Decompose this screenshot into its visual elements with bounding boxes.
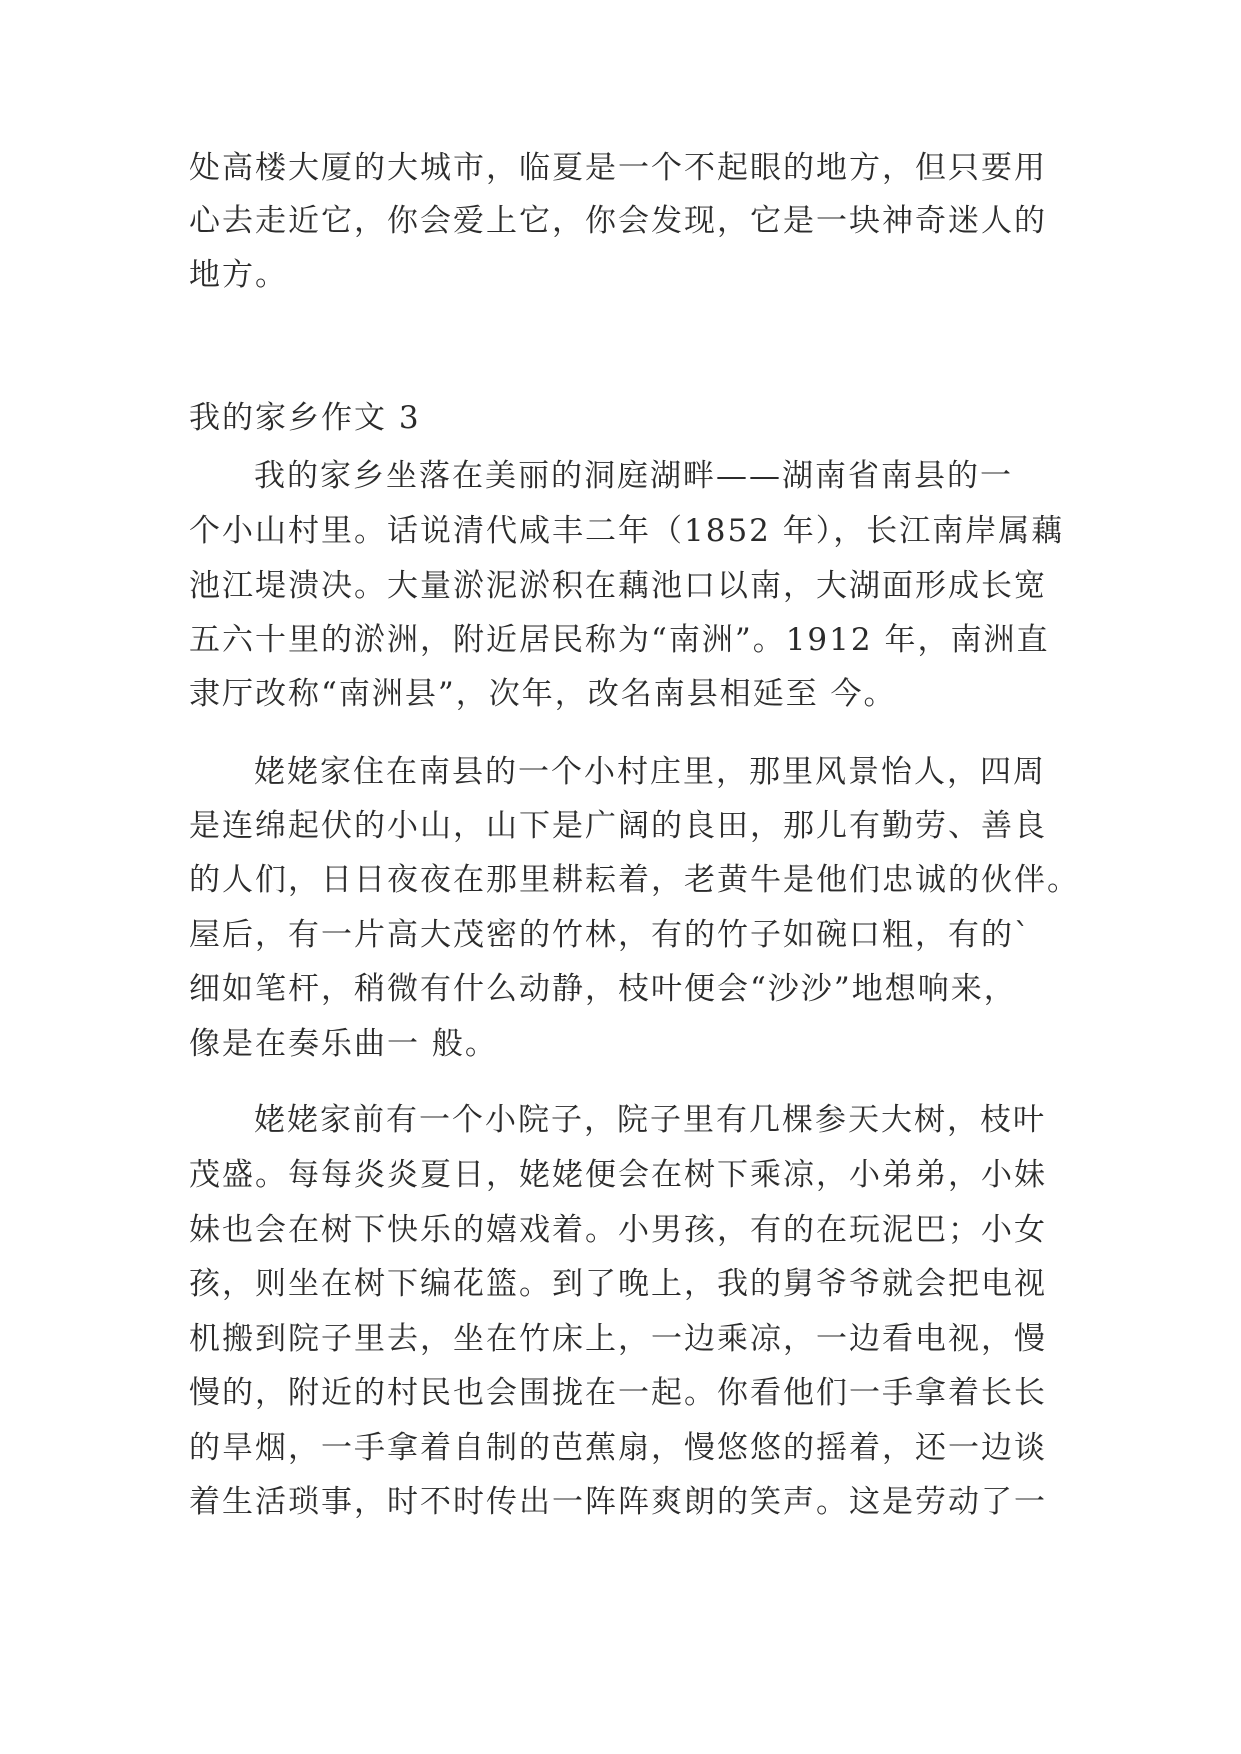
paragraph-line: 我的家乡坐落在美丽的洞庭湖畔——湖南省南县的一 (254, 458, 1013, 494)
paragraph-line: 池江堤溃决。大量淤泥淤积在藕池口以南，大湖面形成长宽 (189, 568, 1047, 604)
paragraph-line: 个小山村里。话说清代咸丰二年（1852 年），长江南岸属藕 (189, 513, 1065, 549)
paragraph-line: 姥姥家前有一个小院子，院子里有几棵参天大树，枝叶 (254, 1102, 1046, 1138)
paragraph-line: 屋后，有一片高大茂密的竹林，有的竹子如碗口粗，有的` (189, 917, 1032, 953)
paragraph-line: 的人们，日日夜夜在那里耕耘着，老黄牛是他们忠诚的伙伴。 (189, 862, 1080, 898)
paragraph-line: 心去走近它，你会爱上它，你会发现，它是一块神奇迷人的 (189, 203, 1047, 239)
paragraph-line: 妹也会在树下快乐的嬉戏着。小男孩，有的在玩泥巴；小女 (189, 1212, 1047, 1248)
section-title: 我的家乡作文 3 (189, 400, 421, 436)
paragraph-line: 像是在奏乐曲一 般。 (189, 1026, 498, 1062)
paragraph-line: 孩，则坐在树下编花篮。到了晚上，我的舅爷爷就会把电视 (189, 1266, 1047, 1302)
paragraph-line: 茂盛。每每炎炎夏日，姥姥便会在树下乘凉，小弟弟，小妹 (189, 1157, 1047, 1193)
paragraph-line: 着生活琐事，时不时传出一阵阵爽朗的笑声。这是劳动了一 (189, 1484, 1047, 1520)
paragraph-line: 处高楼大厦的大城市，临夏是一个不起眼的地方，但只要用 (189, 150, 1047, 186)
paragraph-line: 隶厅改称“南洲县”，次年，改名南县相延至 今。 (189, 676, 897, 712)
paragraph-line: 慢的，附近的村民也会围拢在一起。你看他们一手拿着长长 (189, 1375, 1047, 1411)
paragraph-line: 机搬到院子里去，坐在竹床上，一边乘凉，一边看电视，慢 (189, 1321, 1047, 1357)
paragraph-line: 的旱烟，一手拿着自制的芭蕉扇，慢悠悠的摇着，还一边谈 (189, 1430, 1047, 1466)
paragraph-line: 五六十里的淤洲，附近居民称为“南洲”。1912 年，南洲直 (189, 622, 1050, 658)
paragraph-line: 细如笔杆，稍微有什么动静，枝叶便会“沙沙”地想响来， (189, 971, 1017, 1007)
paragraph-line: 姥姥家住在南县的一个小村庄里，那里风景怡人，四周 (254, 754, 1046, 790)
paragraph-line: 地方。 (189, 257, 288, 293)
paragraph-line: 是连绵起伏的小山，山下是广阔的良田，那儿有勤劳、善良 (189, 808, 1047, 844)
